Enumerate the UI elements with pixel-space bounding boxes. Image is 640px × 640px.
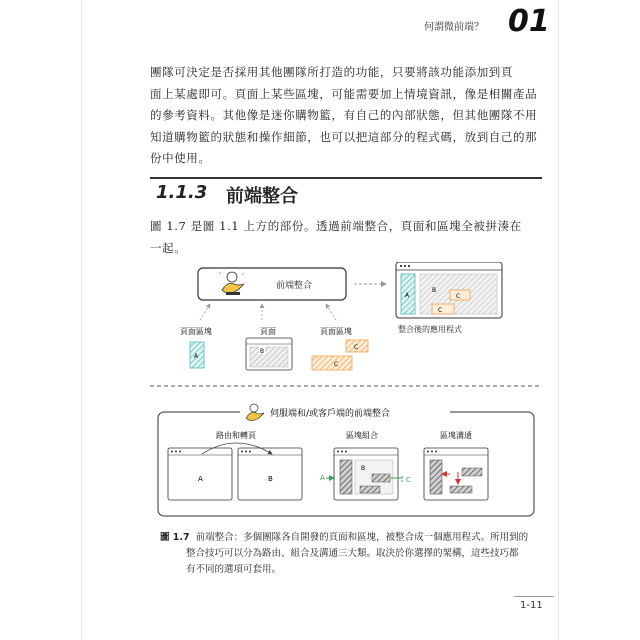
paragraph-intro <box>150 62 542 170</box>
page-b-window <box>246 338 292 370</box>
fragment-c-bottom <box>312 356 352 370</box>
figure-frontend-integration <box>150 262 542 520</box>
letter-c: C <box>456 293 461 300</box>
paragraph-line: 團隊可決定是否採用其他團隊所打造的功能，只要將該功能添加到頁 <box>150 65 513 79</box>
letter-a: A <box>405 292 410 299</box>
integration-label: 前端整合 <box>276 281 313 291</box>
letter-a: A <box>198 475 203 483</box>
letter-a: A <box>194 353 199 360</box>
chapter-title: 何謂微前端？ <box>424 22 484 33</box>
letter-a: A <box>320 474 325 482</box>
letter-b: B <box>268 475 273 483</box>
paragraph-line: 一起。 <box>150 240 187 255</box>
arrow-fragment-right <box>326 304 336 320</box>
section-title: 前端整合 <box>226 186 298 207</box>
letter-c: C <box>334 361 339 368</box>
result-label: 整合後的應用程式 <box>398 325 462 334</box>
letter-b: B <box>361 465 366 472</box>
section-divider <box>150 177 542 179</box>
page-number: 1-11 <box>520 600 543 611</box>
integration-box <box>198 268 346 300</box>
letter-b: B <box>432 287 437 294</box>
composition-window <box>334 448 398 500</box>
figure-caption <box>160 530 540 578</box>
paragraph-line: 份中使用。 <box>150 151 211 165</box>
caption-line: 有不同的選項可套用。 <box>186 564 282 575</box>
caption-label: 圖 1.7 <box>160 532 190 543</box>
letter-c: C <box>438 307 443 314</box>
fragment-right-label: 頁面區塊 <box>320 327 352 336</box>
letter-c: C <box>406 476 411 484</box>
routing-page-b <box>238 448 302 500</box>
page-number-rule <box>514 596 554 597</box>
chapter-number: 01 <box>508 4 550 39</box>
communication-label: 區塊溝通 <box>440 431 472 440</box>
paragraph-line: 面上某處即可。頁面上某些區塊，可能需要加上情境資訊，像是相關產品 <box>150 86 538 101</box>
paragraph-line: 知道購物籃的狀態和操作細節，也可以把這部分的程式碼，放到自己的那 <box>150 129 538 144</box>
routing-page-a <box>168 448 232 500</box>
composition-label: 區塊組合 <box>346 431 378 440</box>
communication-window <box>424 448 488 500</box>
letter-c: C <box>354 344 359 351</box>
section-number: 1.1.3 <box>156 182 208 203</box>
fragment-left-label: 頁面區塊 <box>180 327 212 336</box>
techniques-title: 伺服端和/或客戶端的前端整合 <box>270 409 391 419</box>
result-app-window <box>396 262 502 318</box>
routing-label: 路由和轉頁 <box>216 431 256 440</box>
letter-b: B <box>260 348 265 355</box>
caption-line: 前端整合：多個團隊各自開發的頁面和區塊，被整合成一個應用程式。所用到的 <box>195 532 529 543</box>
page-label: 頁面 <box>260 327 276 336</box>
paragraph-line: 圖 1.7 是圖 1.1 上方的部份。透過前端整合，頁面和區塊全被拼湊在 <box>150 219 522 233</box>
caption-line: 整合技巧可以分為路由、組合及溝通三大類。取決於你選擇的架構，這些技巧都 <box>186 548 519 559</box>
arrow-fragment-left <box>200 304 210 320</box>
paragraph-figure-ref <box>150 216 542 259</box>
paragraph-line: 的參考資料。其他像是迷你購物籃，有自己的內部狀態，但其他團隊不用 <box>150 108 538 122</box>
